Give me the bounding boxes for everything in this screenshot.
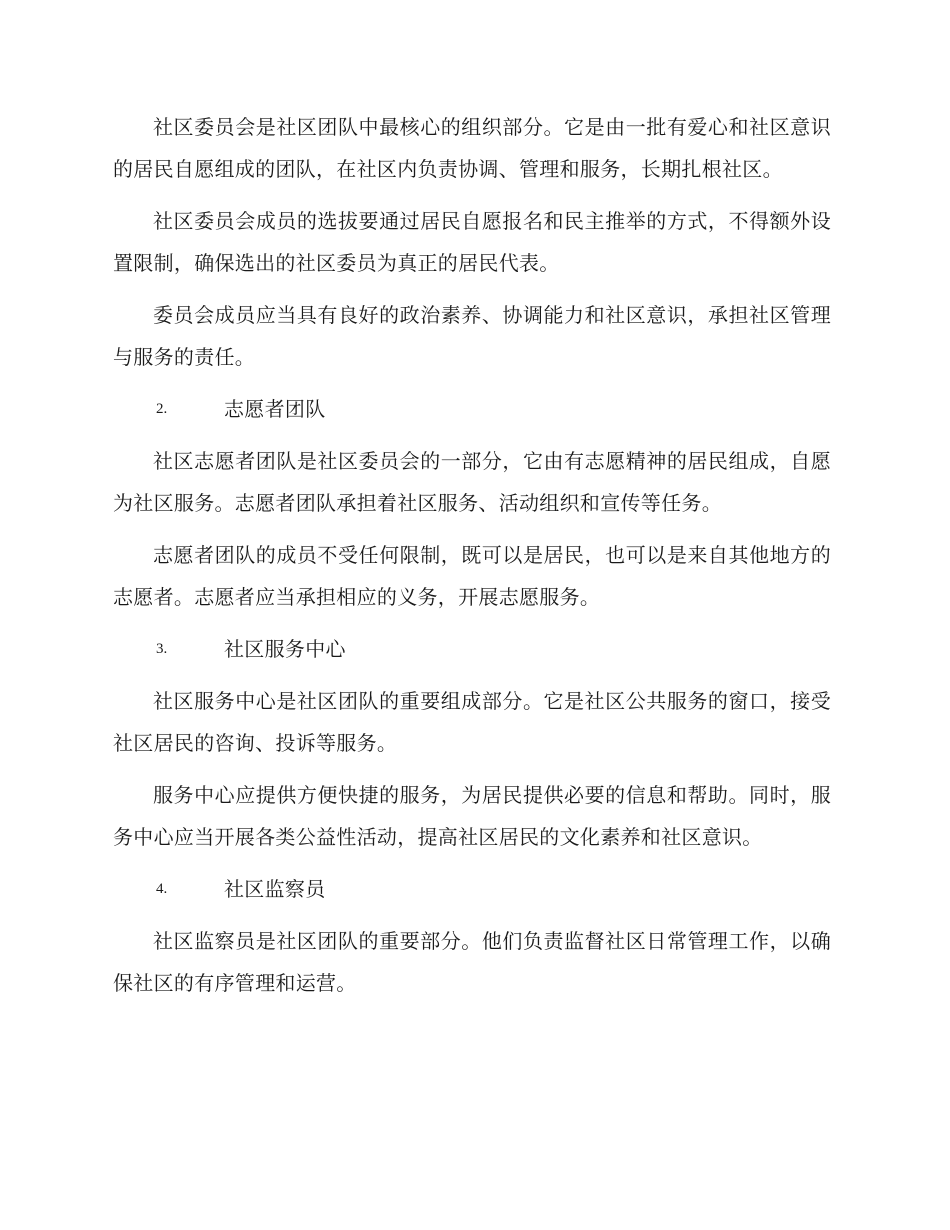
paragraph-supervisors-intro: 社区监察员是社区团队的重要部分。他们负责监督社区日常管理工作，以确保社区的有序管理和运营。 <box>113 929 831 995</box>
paragraph-service-center-duties: 服务中心应提供方便快捷的服务，为居民提供必要的信息和帮助。同时，服务中心应当开展各类公益性活动，提高社区居民的文化素养和社区意识。 <box>113 783 831 849</box>
section-number: 4. <box>156 881 168 897</box>
section-heading-supervisors <box>113 868 831 910</box>
section-heading-service-center <box>113 628 831 670</box>
section-title: 社区服务中心 <box>224 637 346 661</box>
paragraph-volunteers-intro: 社区志愿者团队是社区委员会的一部分，它由有志愿精神的居民组成，自愿为社区服务。志愿者团队承担着社区服务、活动组织和宣传等任务。 <box>113 449 831 515</box>
section-number: 3. <box>156 641 168 657</box>
paragraph-service-center-intro: 社区服务中心是社区团队的重要组成部分。它是社区公共服务的窗口，接受社区居民的咨询、投诉等服务。 <box>113 689 831 755</box>
section-number: 2. <box>156 401 168 417</box>
document-page <box>113 106 831 1014</box>
paragraph-committee-selection: 社区委员会成员的选拔要通过居民自愿报名和民主推举的方式，不得额外设置限制，确保选出的社区委员为真正的居民代表。 <box>113 209 831 275</box>
paragraph-committee-qualities: 委员会成员应当具有良好的政治素养、协调能力和社区意识，承担社区管理与服务的责任。 <box>113 303 831 369</box>
paragraph-volunteers-members: 志愿者团队的成员不受任何限制，既可以是居民，也可以是来自其他地方的志愿者。志愿者应当承担相应的义务，开展志愿服务。 <box>113 543 831 609</box>
section-title: 志愿者团队 <box>224 397 326 421</box>
paragraph-committee-intro: 社区委员会是社区团队中最核心的组织部分。它是由一批有爱心和社区意识的居民自愿组成的团队，在社区内负责协调、管理和服务，长期扎根社区。 <box>113 115 831 181</box>
section-title: 社区监察员 <box>224 877 326 901</box>
section-heading-volunteers <box>113 388 831 430</box>
